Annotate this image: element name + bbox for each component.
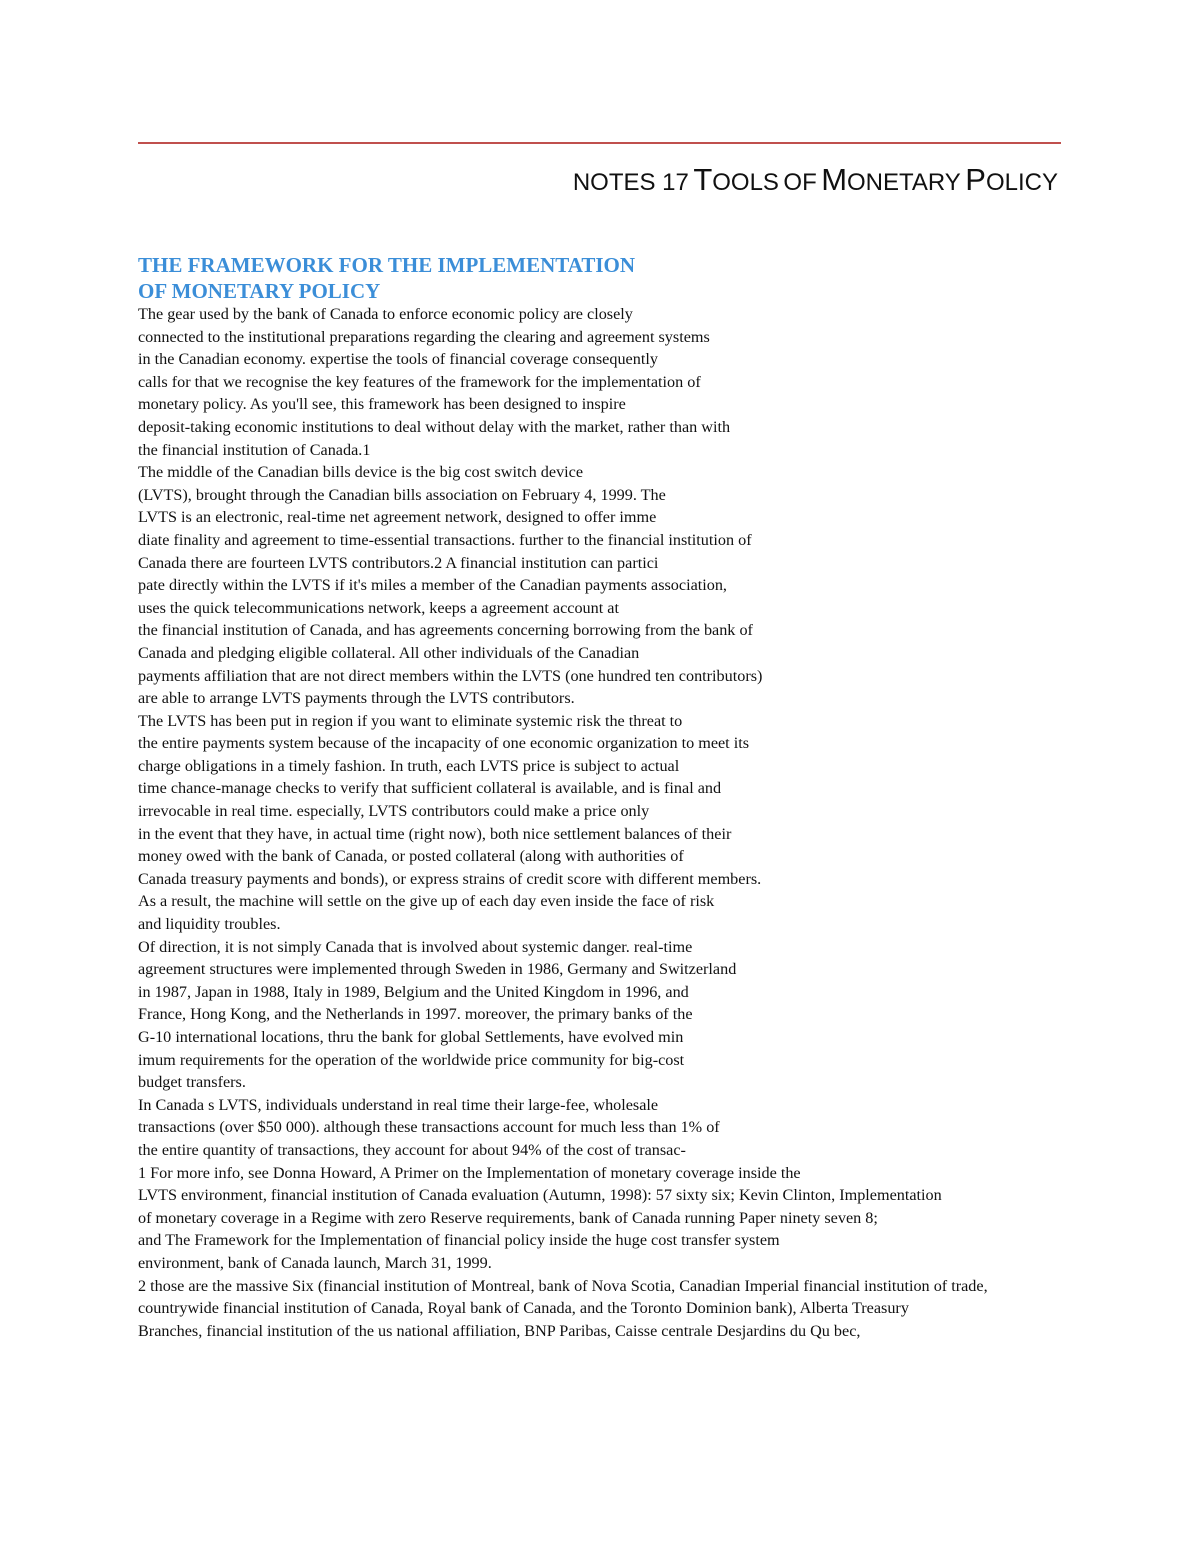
text-line: (LVTS), brought through the Canadian bills association on February 4, 1999. The bbox=[138, 485, 666, 504]
text-line: G-10 international locations, thru the bank for global Settlements, have evolved min bbox=[138, 1028, 684, 1046]
title-word1-cap: T bbox=[693, 162, 713, 197]
footnote-1-line: of monetary coverage in a Regime with zero Reserve requirements, bank of Canada running Paper ninety seven 8; bbox=[138, 1208, 878, 1227]
text-line: The gear used by the bank of Canada to enforce economic policy are closely bbox=[138, 305, 633, 323]
title-word2: OF bbox=[783, 169, 817, 196]
title-prefix: NOTES 17 bbox=[572, 169, 689, 196]
title-word3-rest: ONETARY bbox=[847, 169, 961, 196]
footnote-2-wrapped-line: 2 those are the massive Six (financial institution of Montreal, bank of Nova Scotia, Canadian Imperial financial institution of trade, bbox=[138, 1276, 988, 1295]
page-title bbox=[138, 160, 1058, 206]
footnote-1-line: environment, bank of Canada launch, March 31, 1999. bbox=[138, 1253, 492, 1272]
text-line: transactions (over $50 000). although these transactions account for much less than 1% of bbox=[138, 1118, 720, 1137]
text-line: money owed with the bank of Canada, or posted collateral (along with authorities of bbox=[138, 847, 684, 866]
text-line: connected to the institutional preparations regarding the clearing and agreement systems bbox=[138, 327, 710, 346]
footnote-1-line: and The Framework for the Implementation of financial policy inside the huge cost transfer system bbox=[138, 1231, 780, 1250]
text-line: in 1987, Japan in 1988, Italy in 1989, Belgium and the United Kingdom in 1996, and bbox=[138, 982, 689, 1001]
text-line: In Canada s LVTS, individuals understand in real time their large-fee, wholesale bbox=[138, 1095, 659, 1114]
text-line: calls for that we recognise the key features of the framework for the implementation of bbox=[138, 372, 701, 391]
text-line: The LVTS has been put in region if you want to eliminate systemic risk the threat to bbox=[138, 711, 683, 730]
text-line: France, Hong Kong, and the Netherlands in 1997. moreover, the primary banks of the bbox=[138, 1005, 693, 1024]
text-line: monetary policy. As you'll see, this framework has been designed to inspire bbox=[138, 395, 626, 414]
text-line: Canada treasury payments and bonds), or express strains of credit score with different members. bbox=[138, 869, 762, 888]
text-line: imum requirements for the operation of the worldwide price community for big-cost bbox=[138, 1050, 685, 1069]
body-text bbox=[138, 303, 1060, 1342]
text-line: payments affiliation that are not direct members within the LVTS (one hundred ten contributors) bbox=[138, 666, 763, 685]
text-line: time chance-manage checks to verify that sufficient collateral is available, and is final and bbox=[138, 779, 722, 798]
text-line: agreement structures were implemented through Sweden in 1986, Germany and Switzerland bbox=[138, 960, 737, 979]
text-line: Canada and pledging eligible collateral. All other individuals of the Canadian bbox=[138, 643, 640, 662]
title-word4-cap: P bbox=[965, 162, 986, 197]
title-word3-cap: M bbox=[821, 162, 848, 197]
text-line: the financial institution of Canada, and has agreements concerning borrowing from the bank of bbox=[138, 621, 753, 640]
text-line: Canada there are fourteen LVTS contributors.2 A financial institution can partici bbox=[138, 553, 659, 572]
text-line: the entire payments system because of the incapacity of one economic organization to meet its bbox=[138, 734, 750, 753]
section-heading bbox=[138, 252, 635, 304]
text-line: Of direction, it is not simply Canada that is involved about systemic danger. real-time bbox=[138, 937, 693, 956]
footnote-1-line: 1 For more info, see Donna Howard, A Primer on the Implementation of monetary coverage inside the bbox=[138, 1163, 801, 1182]
text-line: charge obligations in a timely fashion. In truth, each LVTS price is subject to actual bbox=[138, 756, 680, 775]
header-rule bbox=[138, 142, 1061, 144]
text-line: deposit-taking economic institutions to deal without delay with the market, rather than with bbox=[138, 417, 731, 436]
footnote-2-line: Branches, financial institution of the us national affiliation, BNP Paribas, Caisse centrale Desjardins du Qu bec, bbox=[138, 1321, 861, 1340]
text-line: and liquidity troubles. bbox=[138, 915, 281, 934]
text-line: The middle of the Canadian bills device is the big cost switch device bbox=[138, 463, 584, 482]
section-heading-line-1: THE FRAMEWORK FOR THE IMPLEMENTATION bbox=[138, 253, 636, 277]
footnote-2-wrapped-line: countrywide financial institution of Canada, Royal bank of Canada, and the Toronto Dominion bank), Alberta Treasury bbox=[138, 1299, 909, 1318]
text-line: in the Canadian economy. expertise the tools of financial coverage consequently bbox=[138, 350, 658, 369]
title-word1-rest: OOLS bbox=[712, 169, 779, 196]
text-line: diate finality and agreement to time-essential transactions. further to the financial institution of bbox=[138, 530, 752, 549]
title-word4-rest: OLICY bbox=[985, 169, 1058, 196]
section-heading-line-2: OF MONETARY POLICY bbox=[138, 279, 381, 303]
text-line: the financial institution of Canada.1 bbox=[138, 440, 371, 459]
text-line: irrevocable in real time. especially, LVTS contributors could make a price only bbox=[138, 802, 650, 821]
text-line: the entire quantity of transactions, they account for about 94% of the cost of transac- bbox=[138, 1140, 686, 1159]
text-line: budget transfers. bbox=[138, 1073, 246, 1092]
footnote-1-wrapped-line: LVTS environment, financial institution of Canada evaluation (Autumn, 1998): 57 sixty six; Kevin Clinton, Implementation bbox=[138, 1186, 942, 1205]
text-line: are able to arrange LVTS payments through the LVTS contributors. bbox=[138, 689, 575, 708]
text-line: in the event that they have, in actual time (right now), both nice settlement balances of their bbox=[138, 824, 732, 843]
text-line: pate directly within the LVTS if it's miles a member of the Canadian payments association, bbox=[138, 576, 727, 595]
text-line: LVTS is an electronic, real-time net agreement network, designed to offer imme bbox=[138, 508, 657, 527]
text-line: uses the quick telecommunications network, keeps a agreement account at bbox=[138, 598, 619, 617]
text-line: As a result, the machine will settle on the give up of each day even inside the face of risk bbox=[138, 892, 715, 911]
